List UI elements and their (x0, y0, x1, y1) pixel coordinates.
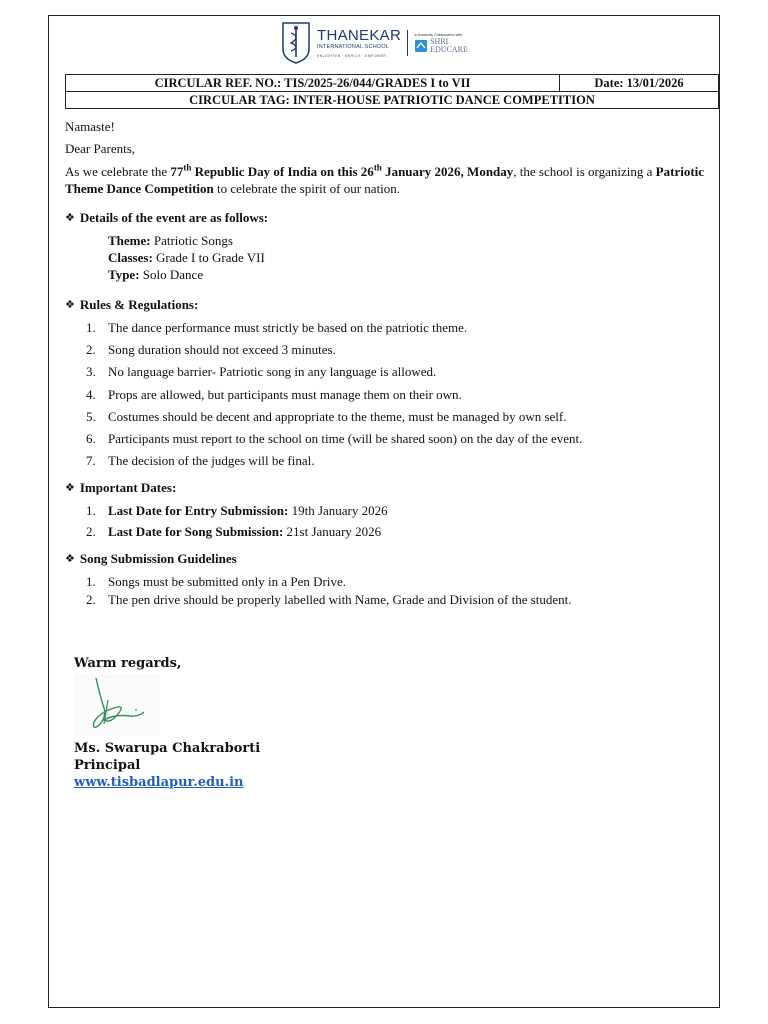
list-item: 3. No language barrier- Patriotic song in any language is allowed. (86, 364, 437, 380)
diamond-bullet-icon: ❖ (65, 552, 75, 566)
intro-text-3: to celebrate the spirit of our nation. (213, 181, 401, 196)
dates-list (65, 502, 710, 540)
list-item: 2. Last Date for Song Submission: 21st January 2026 (86, 524, 382, 540)
diamond-bullet-icon: ❖ (65, 481, 75, 495)
rules-heading (65, 296, 710, 313)
rules-heading-text: Rules & Regulations: (79, 297, 199, 312)
intro-paragraph (65, 163, 710, 197)
circular-ref-number: CIRCULAR REF. NO.: TIS/2025-26/044/GRADES I to VII (66, 75, 560, 92)
school-tagline: ENLIGHTEN · ENRICH · EMPOWER (317, 53, 387, 58)
list-item: 6. Participants must report to the school on time (will be shared soon) on the day of the event. (86, 430, 583, 446)
intro-bold-77: 77 (170, 164, 184, 179)
song-guidelines-heading (65, 550, 710, 567)
greeting-dear-parents: Dear Parents, (65, 141, 136, 156)
details-heading-text: Details of the event are as follows: (79, 210, 269, 225)
school-crest-icon (281, 21, 311, 65)
intro-bold-date: January 2026, Monday (381, 164, 514, 179)
type-label: Type: (108, 267, 140, 282)
theme-label: Theme: (108, 233, 151, 248)
detail-classes (108, 249, 710, 266)
dates-heading (65, 479, 710, 496)
event-details (65, 232, 710, 283)
greeting-namaste: Namaste! (65, 119, 115, 134)
partner-name-line1: SHRI (430, 36, 449, 46)
diamond-bullet-icon: ❖ (65, 211, 75, 224)
signature-block (74, 655, 260, 791)
list-item: 1. The dance performance must strictly be based on the patriotic theme. (86, 320, 468, 335)
diamond-bullet-icon: ❖ (65, 298, 75, 311)
detail-theme (108, 232, 710, 249)
list-item: 2. The pen drive should be properly labelled with Name, Grade and Division of the student. (86, 592, 572, 608)
school-name: THANEKAR (317, 26, 402, 44)
principal-title: Principal (74, 758, 141, 773)
list-item: 1. Songs must be submitted only in a Pen Drive. (86, 574, 346, 590)
song-guidelines-heading-text: Song Submission Guidelines (79, 551, 237, 567)
school-logo-header (281, 19, 468, 67)
circular-date: Date: 13/01/2026 (560, 75, 719, 92)
school-website-link[interactable]: www.tisbadlapur.edu.in (74, 775, 244, 790)
type-value: Solo Dance (139, 267, 204, 282)
classes-value: Grade I to Grade VII (152, 250, 265, 265)
circular-reference-table (65, 74, 719, 109)
school-subtitle: INTERNATIONAL SCHOOL (317, 43, 390, 50)
dates-heading-text: Important Dates: (79, 480, 177, 496)
signature-image (74, 674, 160, 736)
intro-text-2: , the school is organizing a (513, 164, 656, 179)
theme-value: Patriotic Songs (150, 233, 233, 248)
classes-label: Classes: (108, 250, 153, 265)
collaboration-text: In Academic Collaboration with (414, 32, 462, 37)
list-item: 4. Props are allowed, but participants must manage them on their own. (86, 386, 462, 402)
details-heading (65, 209, 710, 226)
circular-body (65, 118, 710, 609)
rules-list (65, 319, 710, 469)
intro-sup-th: th (183, 162, 192, 173)
intro-bold-republic-day: Republic Day of India on this 26 (191, 164, 374, 179)
list-item: 1. Last Date for Entry Submission: 19th January 2026 (86, 503, 388, 519)
partner-name-line2: EDUCARE (430, 44, 468, 54)
detail-type (108, 266, 710, 283)
shri-educare-logo-icon (414, 39, 428, 53)
intro-text-1: As we celebrate the (65, 164, 171, 179)
logo-divider (407, 30, 408, 56)
intro-sup-th-2: th (373, 162, 382, 173)
list-item: 5. Costumes should be decent and appropriate to the theme, must be managed by own self. (86, 408, 567, 424)
song-guidelines-list (65, 573, 710, 608)
list-item: 2. Song duration should not exceed 3 minutes. (86, 342, 336, 358)
circular-tag: CIRCULAR TAG: INTER-HOUSE PATRIOTIC DANCE COMPETITION (66, 92, 719, 109)
intro-bold-competition: Patriotic Theme Dance Competition (65, 164, 705, 196)
closing-text: Warm regards, (74, 656, 182, 671)
list-item: 7. The decision of the judges will be final. (86, 453, 315, 469)
principal-name: Ms. Swarupa Chakraborti (74, 741, 261, 756)
